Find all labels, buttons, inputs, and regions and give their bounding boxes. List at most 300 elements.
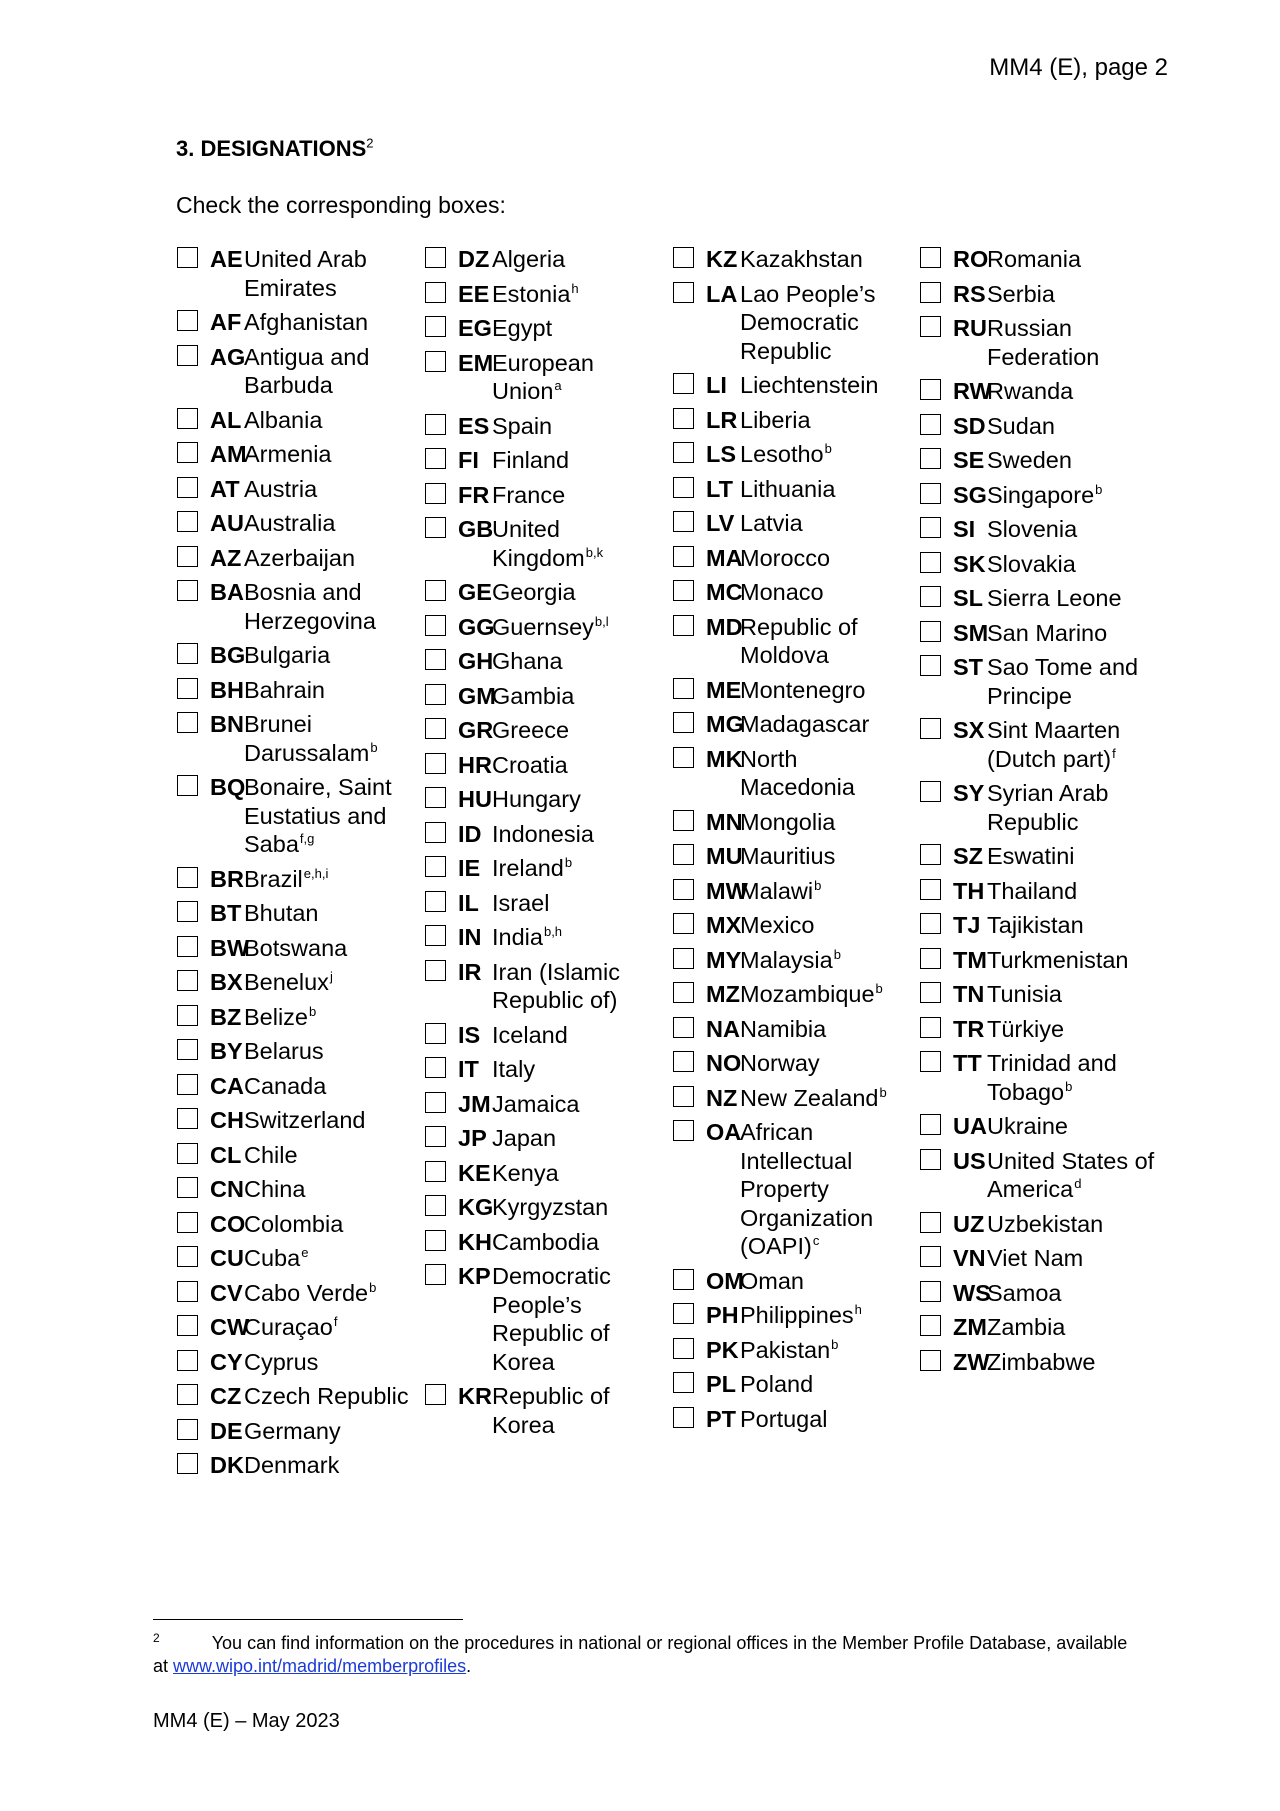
- designation-item-sx: [919, 716, 1164, 773]
- checkbox-az[interactable]: [177, 546, 198, 567]
- country-code: AZ: [210, 544, 242, 571]
- checkbox-zm[interactable]: [920, 1315, 941, 1336]
- footnote-marker: b: [831, 1336, 839, 1352]
- footnote-marker: b: [370, 739, 378, 755]
- country-name: Finland: [492, 447, 570, 473]
- checkbox-sx[interactable]: [920, 718, 941, 739]
- country-name: Iran (Islamic Republic of): [492, 958, 620, 1013]
- designation-item-ie: [424, 854, 669, 883]
- designation-item-em: [424, 349, 669, 406]
- country-name: Lithuania: [740, 475, 836, 502]
- checkbox-tn[interactable]: [920, 982, 941, 1003]
- checkbox-si[interactable]: [920, 517, 941, 538]
- country-code: TM: [953, 946, 987, 973]
- checkbox-mc[interactable]: [673, 580, 694, 601]
- designation-item-ca: [176, 1072, 421, 1101]
- checkbox-tj[interactable]: [920, 913, 941, 934]
- designation-item-kr: [424, 1382, 669, 1439]
- checkbox-vn[interactable]: [920, 1246, 941, 1267]
- checkbox-au[interactable]: [177, 511, 198, 532]
- checkbox-is[interactable]: [425, 1023, 446, 1044]
- designation-item-ua: [919, 1112, 1164, 1141]
- designation-item-eg: [424, 314, 669, 343]
- checkbox-sz[interactable]: [920, 844, 941, 865]
- checkbox-sd[interactable]: [920, 414, 941, 435]
- country-code: CU: [210, 1245, 244, 1271]
- checkbox-kr[interactable]: [425, 1384, 446, 1405]
- checkbox-md[interactable]: [673, 615, 694, 636]
- checkbox-em[interactable]: [425, 351, 446, 372]
- country-code: MW: [706, 877, 748, 904]
- country-code: RS: [953, 280, 986, 307]
- checkbox-ag[interactable]: [177, 345, 198, 366]
- checkbox-tt[interactable]: [920, 1051, 941, 1072]
- checkbox-ph[interactable]: [673, 1303, 694, 1324]
- checkbox-de[interactable]: [177, 1419, 198, 1440]
- footnote-marker: h: [571, 280, 579, 296]
- country-name: Pakistan: [740, 1336, 831, 1363]
- country-name: United Kingdom: [492, 516, 585, 571]
- country-code: MG: [706, 711, 744, 737]
- footnote-marker: d: [1074, 1176, 1082, 1192]
- checkbox-nz[interactable]: [673, 1086, 694, 1107]
- country-code: KH: [458, 1228, 492, 1255]
- member-profiles-link[interactable]: www.wipo.int/madrid/memberprofiles: [173, 1656, 467, 1676]
- designation-item-li: [672, 371, 917, 400]
- country-code: US: [953, 1147, 986, 1174]
- country-name: Russian Federation: [987, 315, 1100, 370]
- checkbox-rw[interactable]: [920, 379, 941, 400]
- country-code: FI: [458, 447, 479, 473]
- designation-item-gg: [424, 613, 669, 642]
- checkbox-bt[interactable]: [177, 901, 198, 922]
- checkbox-jm[interactable]: [425, 1092, 446, 1113]
- checkbox-ge[interactable]: [425, 580, 446, 601]
- footnote-marker: b: [824, 441, 832, 457]
- checkbox-kg[interactable]: [425, 1195, 446, 1216]
- checkbox-gg[interactable]: [425, 615, 446, 636]
- designation-item-kg: [424, 1193, 669, 1222]
- checkbox-tm[interactable]: [920, 948, 941, 969]
- designation-item-cw: [176, 1313, 421, 1342]
- checkbox-mu[interactable]: [673, 844, 694, 865]
- checkbox-sk[interactable]: [920, 552, 941, 573]
- checkbox-sg[interactable]: [920, 483, 941, 504]
- checkbox-cz[interactable]: [177, 1384, 198, 1405]
- country-code: CH: [210, 1107, 244, 1133]
- country-code: PT: [706, 1405, 737, 1432]
- country-name: Mongolia: [740, 808, 836, 835]
- designation-item-vn: [919, 1244, 1164, 1273]
- country-name: Trinidad and Tobago: [987, 1050, 1117, 1105]
- designation-item-ge: [424, 578, 669, 607]
- checkbox-jp[interactable]: [425, 1126, 446, 1147]
- country-name: Montenegro: [740, 676, 866, 703]
- country-name: Monaco: [740, 579, 824, 605]
- country-code: MX: [706, 912, 742, 938]
- country-code: LR: [706, 406, 738, 433]
- country-code: KG: [458, 1194, 494, 1220]
- designation-item-mx: [672, 911, 917, 940]
- country-name: Brunei Darussalam: [244, 711, 370, 766]
- country-code: UZ: [953, 1210, 985, 1237]
- country-name: Bahrain: [244, 676, 325, 703]
- designation-item-jm: [424, 1090, 669, 1119]
- designation-item-gr: [424, 716, 669, 745]
- country-code: HR: [458, 751, 492, 778]
- checkbox-kp[interactable]: [425, 1264, 446, 1285]
- checkbox-ca[interactable]: [177, 1074, 198, 1095]
- country-code: LT: [706, 475, 733, 502]
- checkbox-pt[interactable]: [673, 1407, 694, 1428]
- checkbox-tr[interactable]: [920, 1017, 941, 1038]
- designation-item-us: [919, 1147, 1164, 1204]
- country-name: Norway: [740, 1050, 820, 1076]
- country-name: Thailand: [987, 877, 1078, 904]
- country-name: European Union: [492, 349, 594, 404]
- checkbox-ma[interactable]: [673, 546, 694, 567]
- checkbox-ua[interactable]: [920, 1114, 941, 1135]
- checkbox-af[interactable]: [177, 310, 198, 331]
- checkbox-se[interactable]: [920, 448, 941, 469]
- country-code: CW: [210, 1314, 250, 1340]
- country-code: SZ: [953, 843, 984, 869]
- country-name: Kyrgyzstan: [492, 1194, 609, 1220]
- checkbox-us[interactable]: [920, 1149, 941, 1170]
- country-code: IT: [458, 1056, 479, 1082]
- checkbox-lt[interactable]: [673, 477, 694, 498]
- country-name: Iceland: [492, 1021, 568, 1048]
- checkbox-me[interactable]: [673, 678, 694, 699]
- checkbox-es[interactable]: [425, 414, 446, 435]
- page-footer: MM4 (E) – May 2023: [153, 1710, 340, 1732]
- checkbox-la[interactable]: [673, 282, 694, 303]
- footnote-text: You can find information on the procedures in national or regional offices in the Member Profile Database, available at: [153, 1633, 1128, 1676]
- checkbox-al[interactable]: [177, 408, 198, 429]
- checkbox-il[interactable]: [425, 891, 446, 912]
- country-code: BY: [210, 1038, 243, 1064]
- country-name: Egypt: [492, 315, 553, 341]
- country-code: SM: [953, 619, 989, 646]
- designation-item-bn: [176, 710, 421, 767]
- country-code: BR: [210, 865, 244, 892]
- checkbox-om[interactable]: [673, 1269, 694, 1290]
- country-name: Belarus: [244, 1038, 324, 1064]
- country-name: Samoa: [987, 1279, 1062, 1306]
- checkbox-in[interactable]: [425, 925, 446, 946]
- designation-item-sy: [919, 779, 1164, 836]
- country-code: EG: [458, 315, 492, 341]
- designation-item-kz: [672, 245, 917, 274]
- section-title: [176, 136, 374, 162]
- country-code: TH: [953, 877, 985, 904]
- country-name: Curaçao: [244, 1314, 333, 1340]
- country-name: Austria: [244, 475, 318, 502]
- footnote-marker: f: [333, 1314, 338, 1330]
- checkbox-ae[interactable]: [177, 247, 198, 268]
- checkbox-sl[interactable]: [920, 586, 941, 607]
- checkbox-pl[interactable]: [673, 1372, 694, 1393]
- checkbox-mk[interactable]: [673, 747, 694, 768]
- checkbox-th[interactable]: [920, 879, 941, 900]
- country-code: GG: [458, 613, 495, 640]
- designation-item-pl: [672, 1370, 917, 1399]
- checkbox-no[interactable]: [673, 1051, 694, 1072]
- designation-item-zm: [919, 1313, 1164, 1342]
- checkbox-br[interactable]: [177, 867, 198, 888]
- checkbox-li[interactable]: [673, 373, 694, 394]
- checkbox-sy[interactable]: [920, 781, 941, 802]
- checkbox-cn[interactable]: [177, 1177, 198, 1198]
- checkbox-bw[interactable]: [177, 936, 198, 957]
- country-code: TN: [953, 981, 985, 1007]
- country-name: Bonaire, Saint Eustatius and Saba: [244, 774, 392, 857]
- checkbox-lr[interactable]: [673, 408, 694, 429]
- checkbox-lv[interactable]: [673, 511, 694, 532]
- country-code: JM: [458, 1090, 491, 1117]
- footnote-marker: b: [879, 1084, 887, 1100]
- designation-item-tt: [919, 1049, 1164, 1106]
- checkbox-st[interactable]: [920, 655, 941, 676]
- country-name: Guernsey: [492, 613, 594, 640]
- checkbox-dz[interactable]: [425, 247, 446, 268]
- country-code: CA: [210, 1072, 244, 1099]
- country-name: Sint Maarten (Dutch part): [987, 717, 1121, 772]
- country-code: AE: [210, 246, 243, 272]
- checkbox-fi[interactable]: [425, 448, 446, 469]
- country-code: LV: [706, 510, 735, 536]
- checkbox-my[interactable]: [673, 948, 694, 969]
- designation-item-az: [176, 544, 421, 573]
- checkbox-gm[interactable]: [425, 684, 446, 705]
- designation-item-fr: [424, 481, 669, 510]
- country-code: AL: [210, 406, 242, 433]
- designation-item-br: [176, 865, 421, 894]
- checkbox-mn[interactable]: [673, 810, 694, 831]
- checkbox-bh[interactable]: [177, 678, 198, 699]
- country-name: Cambodia: [492, 1228, 600, 1255]
- designation-column-2: [424, 245, 669, 1445]
- country-name: China: [244, 1176, 306, 1202]
- footnote-marker: b: [833, 946, 841, 962]
- country-name: India: [492, 924, 543, 950]
- checkbox-sm[interactable]: [920, 621, 941, 642]
- country-name: Liberia: [740, 406, 811, 433]
- country-name: African Intellectual Property Organization (OAPI): [740, 1119, 874, 1259]
- footnote-marker: a: [554, 378, 562, 394]
- checkbox-kh[interactable]: [425, 1230, 446, 1251]
- designation-item-af: [176, 308, 421, 337]
- designation-item-dz: [424, 245, 669, 274]
- country-name: Hungary: [492, 786, 581, 812]
- checkbox-uz[interactable]: [920, 1212, 941, 1233]
- country-code: BA: [210, 579, 244, 605]
- checkbox-ie[interactable]: [425, 856, 446, 877]
- checkbox-bz[interactable]: [177, 1005, 198, 1026]
- country-name: Romania: [987, 246, 1082, 272]
- checkbox-na[interactable]: [673, 1017, 694, 1038]
- country-code: KR: [458, 1383, 492, 1409]
- designation-item-ae: [176, 245, 421, 302]
- designation-item-am: [176, 440, 421, 469]
- designation-item-no: [672, 1049, 917, 1078]
- designation-item-bg: [176, 641, 421, 670]
- country-code: BZ: [210, 1003, 242, 1030]
- checkbox-mg[interactable]: [673, 712, 694, 733]
- country-name: Botswana: [244, 934, 348, 961]
- country-name: Brazil: [244, 865, 303, 892]
- country-code: LI: [706, 372, 727, 398]
- checkbox-bx[interactable]: [177, 970, 198, 991]
- country-name: Greece: [492, 717, 570, 743]
- country-code: KE: [458, 1159, 491, 1186]
- designation-item-nz: [672, 1084, 917, 1113]
- checkbox-ls[interactable]: [673, 442, 694, 463]
- checkbox-by[interactable]: [177, 1039, 198, 1060]
- designation-item-au: [176, 509, 421, 538]
- country-code: ID: [458, 820, 482, 847]
- country-code: SE: [953, 447, 985, 473]
- designation-item-tn: [919, 980, 1164, 1009]
- country-name: France: [492, 481, 566, 508]
- checkbox-ke[interactable]: [425, 1161, 446, 1182]
- footnote-marker: b: [814, 877, 822, 893]
- country-name: Croatia: [492, 751, 568, 778]
- checkbox-eg[interactable]: [425, 316, 446, 337]
- checkbox-oa[interactable]: [673, 1120, 694, 1141]
- instruction-text: Check the corresponding boxes:: [176, 192, 506, 218]
- checkbox-id[interactable]: [425, 822, 446, 843]
- country-code: PK: [706, 1336, 739, 1363]
- country-code: BG: [210, 642, 246, 668]
- country-name: Zimbabwe: [987, 1348, 1096, 1375]
- country-code: NO: [706, 1050, 742, 1076]
- country-code: CV: [210, 1279, 243, 1306]
- country-code: ZM: [953, 1314, 987, 1340]
- checkbox-gb[interactable]: [425, 517, 446, 538]
- country-code: SL: [953, 585, 984, 611]
- country-name: Benelux: [244, 969, 329, 995]
- country-name: Ukraine: [987, 1113, 1068, 1139]
- country-code: AF: [210, 309, 242, 335]
- checkbox-cl[interactable]: [177, 1143, 198, 1164]
- designation-item-sd: [919, 412, 1164, 441]
- country-code: VN: [953, 1245, 986, 1271]
- checkbox-ch[interactable]: [177, 1108, 198, 1129]
- footnote-marker: b,k: [585, 544, 604, 560]
- checkbox-hu[interactable]: [425, 787, 446, 808]
- checkbox-cy[interactable]: [177, 1350, 198, 1371]
- country-name: Slovenia: [987, 516, 1078, 542]
- checkbox-bn[interactable]: [177, 712, 198, 733]
- designation-item-mk: [672, 745, 917, 802]
- designation-column-4: [919, 245, 1164, 1382]
- country-name: Switzerland: [244, 1107, 366, 1133]
- designation-item-mc: [672, 578, 917, 607]
- checkbox-cw[interactable]: [177, 1315, 198, 1336]
- country-code: SI: [953, 516, 976, 542]
- checkbox-rs[interactable]: [920, 282, 941, 303]
- designation-item-jp: [424, 1124, 669, 1153]
- country-name: Namibia: [740, 1015, 827, 1042]
- country-code: SX: [953, 717, 985, 743]
- checkbox-ru[interactable]: [920, 316, 941, 337]
- checkbox-kz[interactable]: [673, 247, 694, 268]
- checkbox-ro[interactable]: [920, 247, 941, 268]
- checkbox-zw[interactable]: [920, 1350, 941, 1371]
- country-name: Mauritius: [740, 843, 836, 869]
- checkbox-mw[interactable]: [673, 879, 694, 900]
- country-name: Poland: [740, 1371, 814, 1397]
- country-code: MK: [706, 745, 743, 772]
- country-code: IE: [458, 855, 481, 881]
- country-name: Azerbaijan: [244, 544, 356, 571]
- designation-item-cn: [176, 1175, 421, 1204]
- country-name: Republic of Moldova: [740, 613, 858, 668]
- country-code: LS: [706, 441, 737, 467]
- designation-item-es: [424, 412, 669, 441]
- designation-item-gm: [424, 682, 669, 711]
- checkbox-ir[interactable]: [425, 960, 446, 981]
- checkbox-bq[interactable]: [177, 775, 198, 796]
- designation-column-3: [672, 245, 917, 1439]
- country-name: Sierra Leone: [987, 585, 1122, 611]
- designation-item-is: [424, 1021, 669, 1050]
- checkbox-hr[interactable]: [425, 753, 446, 774]
- country-name: Italy: [492, 1056, 536, 1082]
- country-code: MN: [706, 808, 743, 835]
- checkbox-pk[interactable]: [673, 1338, 694, 1359]
- designation-item-cu: [176, 1244, 421, 1273]
- designation-item-sz: [919, 842, 1164, 871]
- checkbox-mz[interactable]: [673, 982, 694, 1003]
- footnote-marker: f: [1112, 745, 1116, 761]
- checkbox-dk[interactable]: [177, 1453, 198, 1474]
- designation-item-bx: [176, 968, 421, 997]
- checkbox-cv[interactable]: [177, 1281, 198, 1302]
- country-name: Syrian Arab Republic: [987, 780, 1109, 835]
- country-name: Cyprus: [244, 1348, 319, 1375]
- country-name: Israel: [492, 889, 550, 916]
- checkbox-co[interactable]: [177, 1212, 198, 1233]
- country-name: Eswatini: [987, 843, 1075, 869]
- designation-item-cv: [176, 1279, 421, 1308]
- checkbox-gh[interactable]: [425, 649, 446, 670]
- country-name: New Zealand: [740, 1084, 879, 1111]
- checkbox-ee[interactable]: [425, 282, 446, 303]
- checkbox-at[interactable]: [177, 477, 198, 498]
- country-code: CL: [210, 1141, 242, 1168]
- country-name: Mexico: [740, 912, 815, 938]
- checkbox-gr[interactable]: [425, 718, 446, 739]
- designation-column-1: [176, 245, 421, 1486]
- designation-item-se: [919, 446, 1164, 475]
- footnote-end: .: [466, 1656, 472, 1676]
- checkbox-mx[interactable]: [673, 913, 694, 934]
- designation-item-in: [424, 923, 669, 952]
- checkbox-fr[interactable]: [425, 483, 446, 504]
- country-name: Indonesia: [492, 820, 594, 847]
- checkbox-cu[interactable]: [177, 1246, 198, 1267]
- checkbox-ws[interactable]: [920, 1281, 941, 1302]
- footnote-marker: j: [329, 969, 333, 985]
- checkbox-bg[interactable]: [177, 643, 198, 664]
- country-name: Liechtenstein: [740, 372, 879, 398]
- country-code: DE: [210, 1417, 243, 1444]
- checkbox-ba[interactable]: [177, 580, 198, 601]
- checkbox-it[interactable]: [425, 1057, 446, 1078]
- checkbox-am[interactable]: [177, 442, 198, 463]
